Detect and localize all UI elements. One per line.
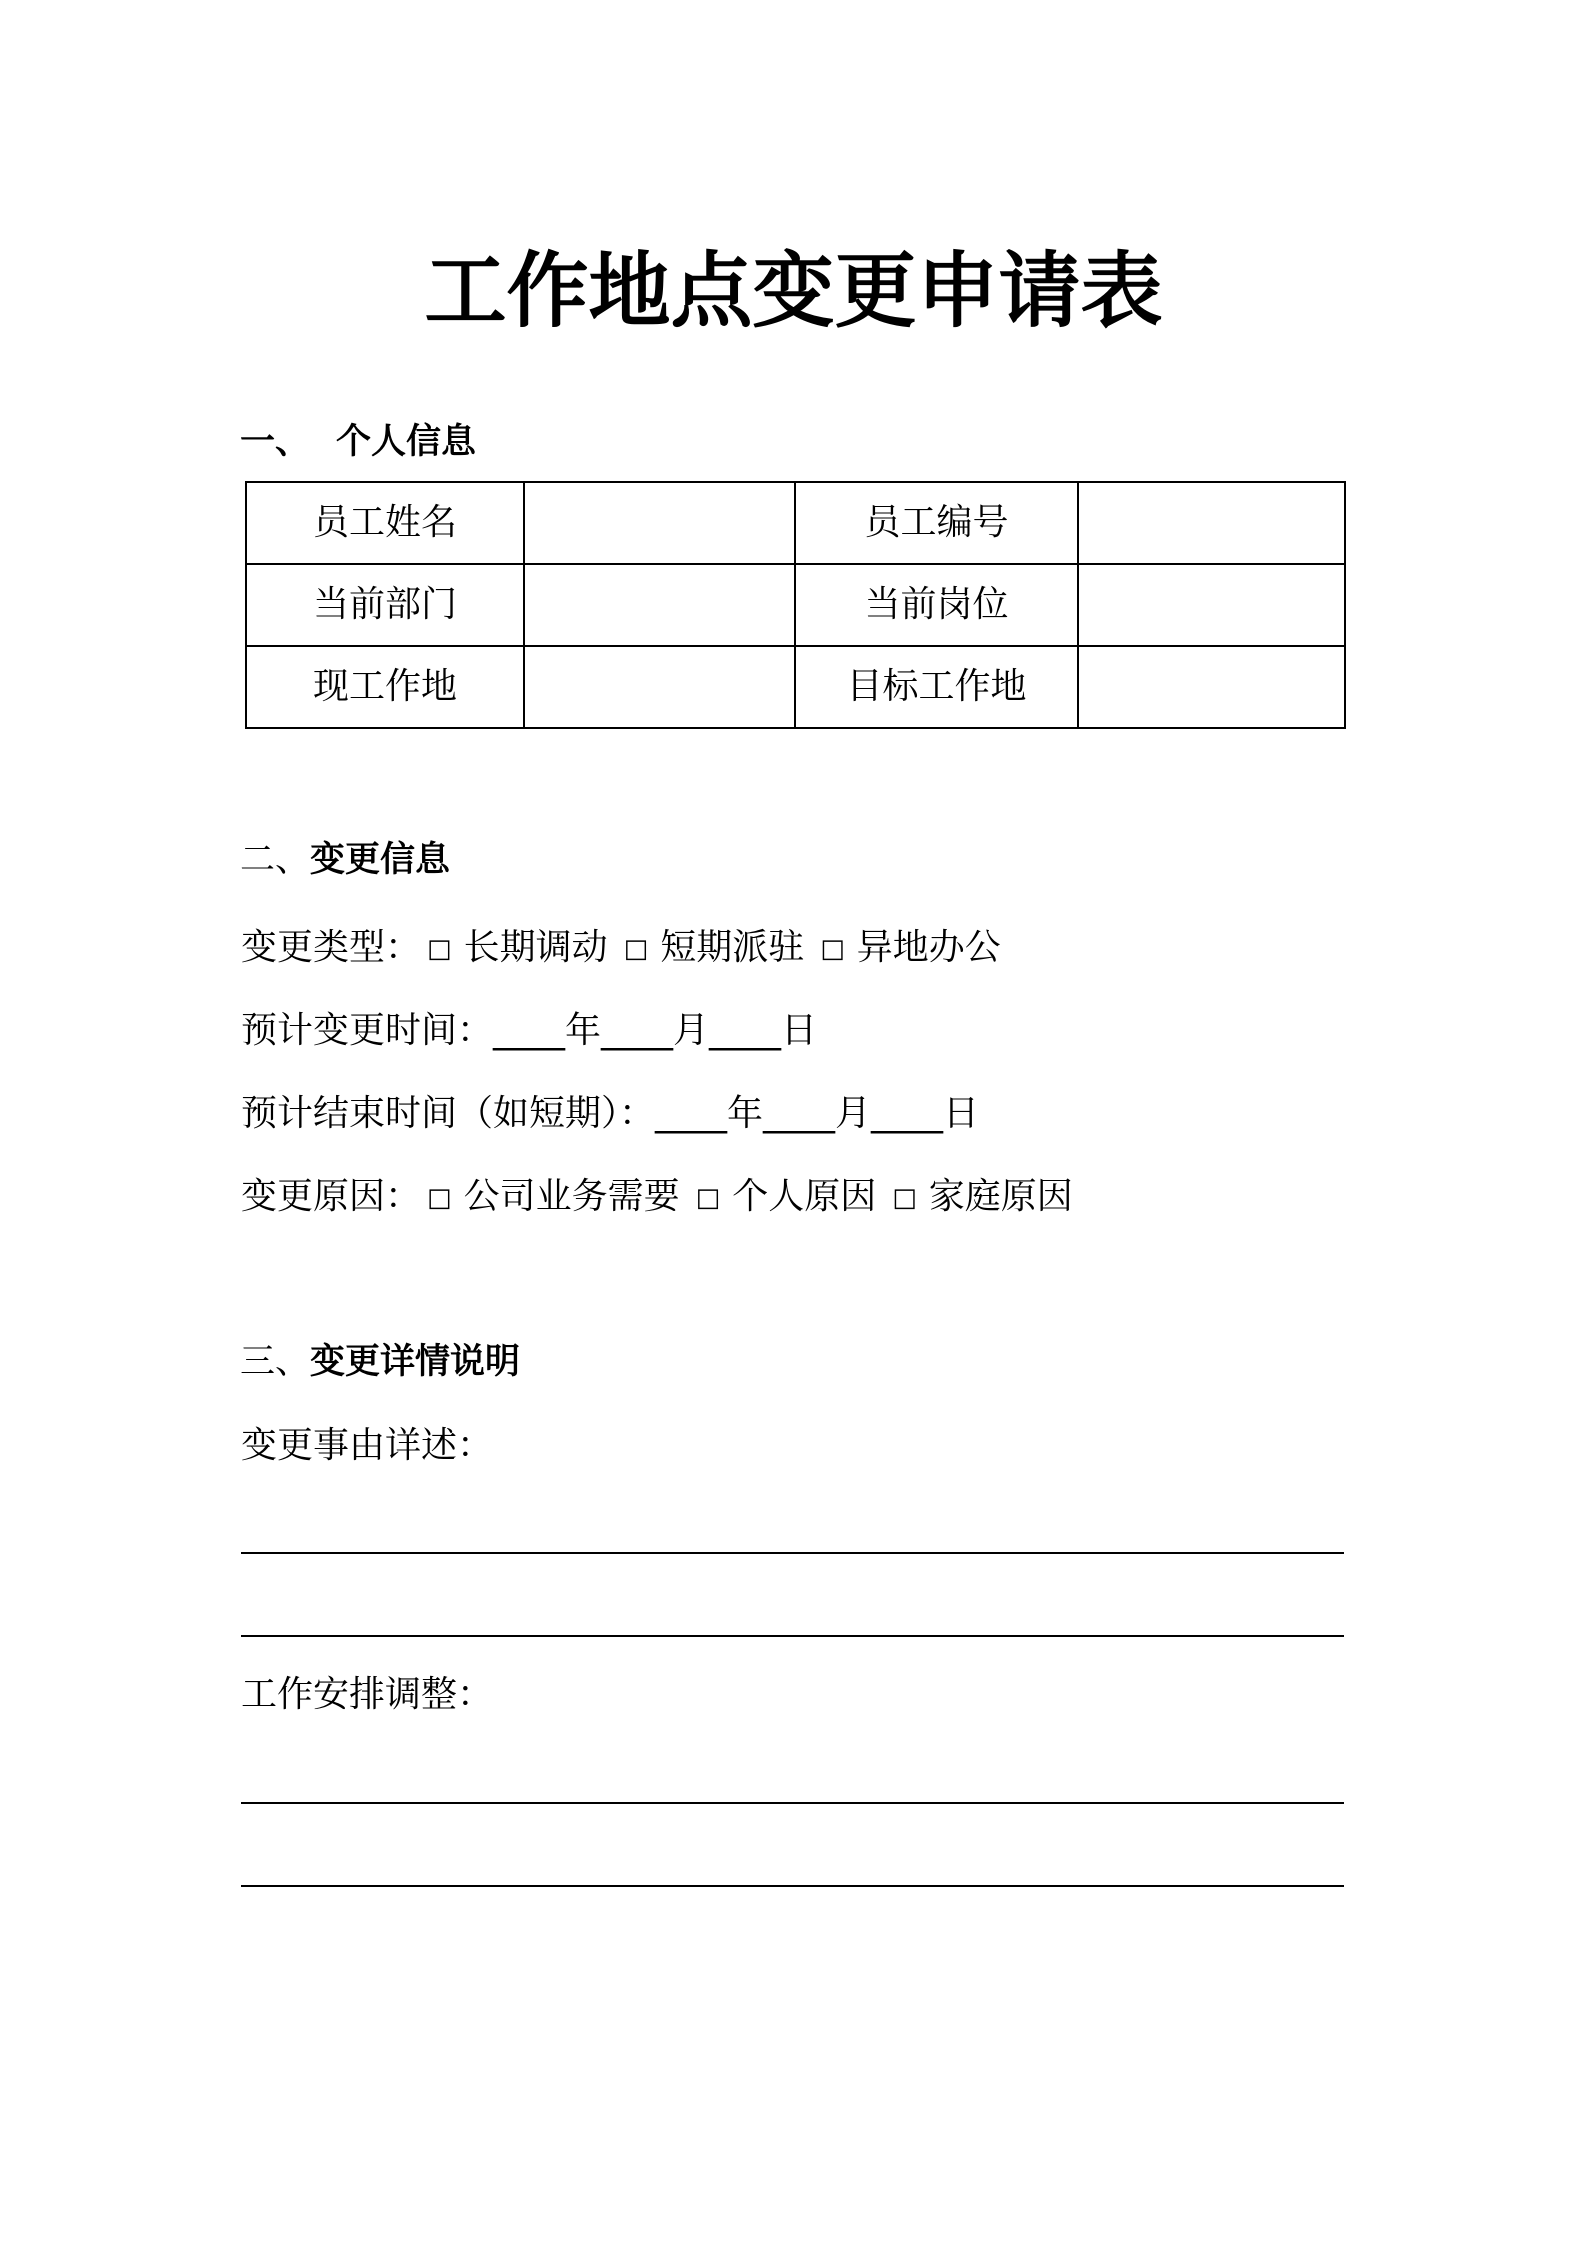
change-type-row	[241, 924, 1011, 973]
change-type-label: 变更类型：	[241, 927, 422, 968]
table-row	[246, 564, 1345, 646]
employee-name-label: 员工姓名	[246, 482, 524, 564]
current-position-label: 当前岗位	[795, 564, 1078, 646]
option-short-term-assignment: 短期派驻	[660, 927, 805, 968]
option-personal-reason: 个人原因	[732, 1176, 877, 1217]
section-title: 变更信息	[310, 840, 451, 880]
change-detail-line-2[interactable]	[241, 1635, 1344, 1637]
start-day-blank[interactable]: ____	[709, 1010, 782, 1051]
checkbox-remote-office[interactable]: □	[820, 934, 845, 964]
section-heading-change-info	[240, 836, 450, 884]
option-remote-office: 异地办公	[856, 927, 1001, 968]
expected-end-label: 预计结束时间（如短期）：	[241, 1093, 656, 1134]
work-arrangement-line-2[interactable]	[241, 1885, 1344, 1887]
day-label: 日	[781, 1010, 818, 1051]
current-department-field[interactable]	[524, 564, 795, 646]
employee-id-label: 员工编号	[795, 482, 1078, 564]
section-title: 个人信息	[336, 422, 477, 462]
change-reason-row	[241, 1173, 1083, 1222]
current-location-label: 现工作地	[246, 646, 524, 728]
expected-start-row	[241, 1007, 817, 1055]
start-month-blank[interactable]: ____	[601, 1010, 674, 1051]
expected-end-row	[241, 1090, 979, 1138]
year-label: 年	[727, 1093, 764, 1134]
year-label: 年	[565, 1010, 602, 1051]
expected-start-label: 预计变更时间：	[241, 1010, 494, 1051]
work-arrangement-line-1[interactable]	[241, 1802, 1344, 1804]
personal-info-table	[245, 481, 1346, 729]
change-detail-label: 变更事由详述：	[241, 1425, 494, 1466]
start-year-blank[interactable]: ____	[493, 1010, 566, 1051]
target-location-label: 目标工作地	[795, 646, 1078, 728]
option-long-term-transfer: 长期调动	[463, 927, 608, 968]
option-family-reason: 家庭原因	[928, 1176, 1073, 1217]
section-number: 二、	[240, 840, 311, 880]
page-title: 工作地点变更申请表	[424, 244, 1163, 339]
current-position-field[interactable]	[1078, 564, 1345, 646]
checkbox-business-need[interactable]: □	[427, 1183, 452, 1213]
checkbox-long-term[interactable]: □	[427, 934, 452, 964]
section-number: 三、	[240, 1342, 311, 1382]
current-location-field[interactable]	[524, 646, 795, 728]
section-heading-change-details	[240, 1338, 520, 1386]
end-year-blank[interactable]: ____	[655, 1093, 728, 1134]
section-heading-personal-info	[240, 418, 476, 466]
employee-id-field[interactable]	[1078, 482, 1345, 564]
change-detail-line-1[interactable]	[241, 1552, 1344, 1554]
table-row	[246, 646, 1345, 728]
current-department-label: 当前部门	[246, 564, 524, 646]
month-label: 月	[835, 1093, 872, 1134]
day-label: 日	[943, 1093, 980, 1134]
table-row	[246, 482, 1345, 564]
month-label: 月	[673, 1010, 710, 1051]
change-reason-label: 变更原因：	[241, 1176, 422, 1217]
section-number: 一、	[240, 422, 311, 462]
end-day-blank[interactable]: ____	[871, 1093, 944, 1134]
section-title: 变更详情说明	[310, 1342, 521, 1382]
target-location-field[interactable]	[1078, 646, 1345, 728]
end-month-blank[interactable]: ____	[763, 1093, 836, 1134]
checkbox-family-reason[interactable]: □	[892, 1183, 917, 1213]
checkbox-short-term[interactable]: □	[623, 934, 649, 964]
checkbox-personal-reason[interactable]: □	[695, 1183, 721, 1213]
employee-name-field[interactable]	[524, 482, 795, 564]
option-business-need: 公司业务需要	[463, 1176, 680, 1217]
work-arrangement-label: 工作安排调整：	[241, 1674, 494, 1715]
